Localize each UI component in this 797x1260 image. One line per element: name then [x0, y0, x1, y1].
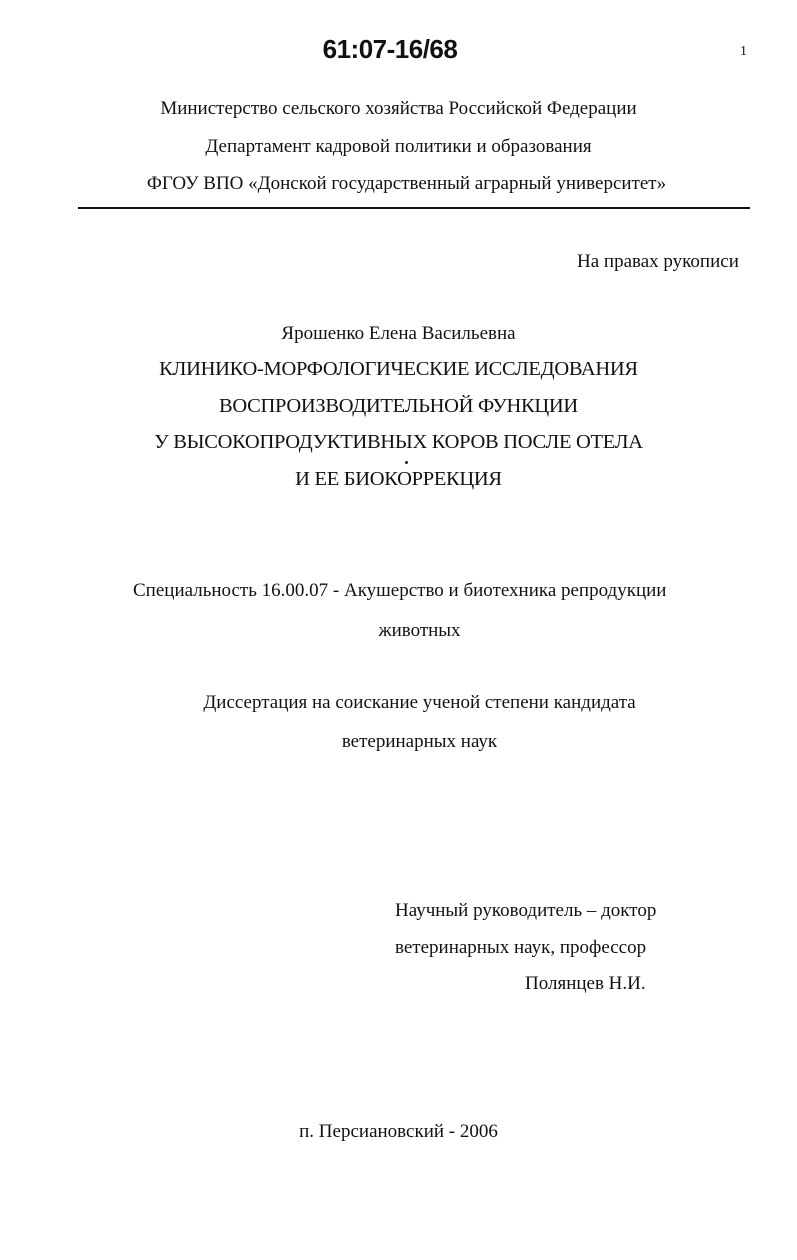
specialty-line-2: животных [378, 620, 461, 641]
supervisor-name: Полянцев Н.И. [525, 973, 646, 994]
speck-mark [405, 461, 408, 464]
supervisor-line-1: Научный руководитель – доктор [395, 900, 657, 921]
header-university: ФГОУ ВПО «Донской государственный аграрный университет» [146, 173, 667, 194]
title-line-4: И ЕЕ БИОКОРРЕКЦИЯ [295, 468, 502, 490]
page-number: 1 [740, 44, 747, 59]
dissertation-line-1: Диссертация на соискание ученой степени кандидата [203, 692, 636, 713]
supervisor-line-2: ветеринарных наук, профессор [395, 937, 647, 958]
title-line-1: КЛИНИКО-МОРФОЛОГИЧЕСКИЕ ИССЛЕДОВАНИЯ [159, 358, 638, 380]
rights-note: На правах рукописи [577, 251, 739, 272]
specialty-line: Специальность 16.00.07 - Акушерство и биотехника репродукции [133, 580, 667, 601]
dissertation-line-2: ветеринарных наук [341, 731, 498, 752]
header-ministry: Министерство сельского хозяйства Российской Федерации [160, 98, 637, 119]
document-code: 61:07-16/68 [322, 34, 458, 64]
author-name: Ярошенко Елена Васильевна [281, 323, 516, 344]
header-department: Департамент кадровой политики и образования [205, 136, 592, 157]
title-line-2: ВОСПРОИЗВОДИТЕЛЬНОЙ ФУНКЦИИ [219, 395, 578, 417]
title-line-3: У ВЫСОКОПРОДУКТИВНЫХ КОРОВ ПОСЛЕ ОТЕЛА [154, 431, 643, 453]
place-year: п. Персиановский - 2006 [299, 1121, 498, 1142]
header-divider [78, 207, 750, 209]
